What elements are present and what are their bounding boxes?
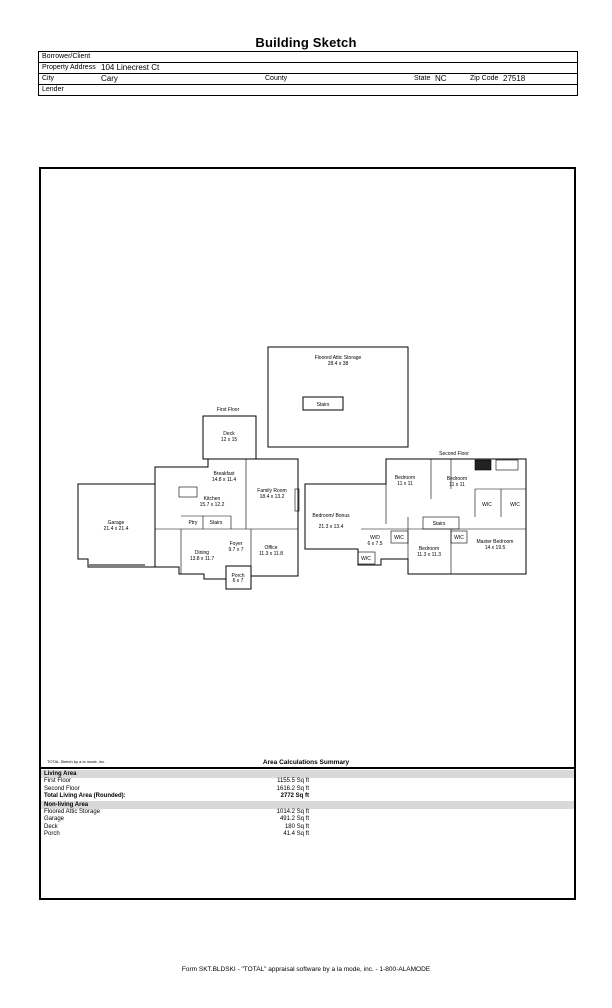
floor-plan-sketch (41, 169, 574, 757)
breakfast-name: Breakfast (213, 471, 235, 477)
area-row-label: Garage (44, 816, 65, 822)
porch-name: Porch (231, 573, 245, 579)
bed2-name: Bedroom (446, 476, 468, 482)
state-value: NC (435, 74, 447, 83)
dining-name: Dining (194, 550, 210, 556)
bonus-name: Bedroom/ Bonus (312, 513, 350, 519)
city-label: City (42, 75, 55, 82)
area-row (41, 816, 574, 824)
address-value: 104 Linecrest Ct (101, 63, 160, 72)
attic-dims: 28.4 x 38 (327, 361, 349, 367)
lender-label: Lender (42, 86, 64, 93)
area-row-value: 1616.2 Sq ft (276, 785, 309, 792)
office-name: Office (264, 545, 278, 551)
wic2-name: WIC (361, 556, 371, 562)
area-row-value: 491.2 Sq ft (279, 816, 309, 822)
bed3-dims: 11.3 x 11.3 (417, 552, 441, 558)
property-header (38, 51, 578, 96)
attic-stairs-name: Stairs (316, 402, 330, 408)
sketch-credit: TOTAL Sketch by a la mode, inc. (47, 759, 106, 764)
total-living-label: Total Living Area (Rounded): (44, 793, 126, 799)
kitchen-name: Kitchen (203, 496, 221, 502)
deck-dims: 12 x 15 (220, 437, 238, 443)
living-area-header: Living Area (41, 770, 574, 778)
bed1-dims: 11 x 11 (397, 481, 413, 487)
bonus-dims: 21.3 x 13.4 (318, 524, 344, 530)
area-row (41, 831, 574, 839)
area-row-label: First Floor (44, 778, 71, 784)
area-summary-table (41, 770, 574, 839)
borrower-label: Borrower/Client (42, 53, 91, 60)
wd-dims: 6 x 7.5 (367, 541, 383, 547)
family-name: Family Room (257, 488, 287, 494)
lender-row (39, 85, 577, 95)
garage-name: Garage (107, 520, 125, 526)
county-label: County (265, 75, 288, 82)
master-name: Master Bedroom (476, 539, 514, 545)
office-dims: 11.3 x 11.8 (259, 551, 283, 557)
total-living-row (41, 793, 574, 801)
bed2-dims: 11 x 11 (449, 482, 465, 488)
bed3-name: Bedroom (418, 546, 440, 552)
wic4-name: WIC (482, 502, 492, 508)
area-row (41, 778, 574, 786)
wic3-name: WIC (454, 535, 464, 541)
area-row (41, 809, 574, 817)
foyer-dims: 9.7 x 7 (228, 547, 244, 553)
borrower-row (39, 52, 577, 63)
attic-name: Floored Attic Storage (314, 355, 362, 361)
family-dims: 18.4 x 13.2 (259, 494, 285, 500)
foyer-name: Foyer (229, 541, 243, 547)
area-row-value: 41.4 Sq ft (283, 831, 309, 837)
area-row-value: 1155.5 Sq ft (277, 778, 309, 784)
area-row (41, 786, 574, 794)
area-row-value: 1014.2 Sq ft (276, 808, 309, 815)
stairs1-name: Stairs (209, 520, 223, 526)
deck-name: Deck (223, 431, 235, 437)
master-dims: 14 x 19.5 (484, 545, 506, 551)
kitchen-dims: 15.7 x 12.2 (199, 502, 225, 508)
state-label: State (414, 75, 431, 82)
second-floor-label: Second Floor (439, 451, 469, 457)
area-summary-title: Area Calculations Summary (262, 759, 350, 766)
bed1-name: Bedroom (394, 475, 416, 481)
wic1-name: WIC (394, 535, 404, 541)
wd-name: W/D (370, 535, 380, 541)
zip-label: Zip Code (470, 75, 499, 82)
address-row (39, 63, 577, 74)
garage-dims: 21.4 x 21.4 (103, 526, 129, 532)
address-label: Property Address (42, 64, 96, 71)
area-row-label: Floored Attic Storage (44, 808, 101, 815)
area-row-label: Porch (44, 831, 60, 837)
nonliving-area-header: Non-living Area (41, 801, 574, 809)
stairs2-name: Stairs (432, 521, 446, 527)
area-row-label: Second Floor (44, 785, 80, 792)
total-living-value: 2772 Sq ft (280, 793, 309, 799)
city-value: Cary (101, 74, 118, 83)
ptry-name: Ptry (188, 520, 198, 526)
form-footer: Form SKT.BLDSKI - "TOTAL" appraisal software by a la mode, inc. - 1-800-ALAMODE (181, 966, 431, 973)
city-row (39, 74, 577, 85)
page-title: Building Sketch (255, 35, 357, 50)
area-summary-divider (39, 767, 576, 769)
dining-dims: 13.8 x 11.7 (189, 556, 215, 562)
area-row-label: Deck (44, 823, 58, 830)
zip-value: 27518 (503, 74, 526, 83)
area-row (41, 824, 574, 832)
wic5-name: WIC (510, 502, 520, 508)
porch-dims: 6 x 7 (232, 578, 244, 584)
breakfast-dims: 14.8 x 11.4 (211, 477, 237, 483)
first-floor-label: First Floor (216, 407, 240, 413)
area-row-value: 180 Sq ft (284, 823, 309, 830)
